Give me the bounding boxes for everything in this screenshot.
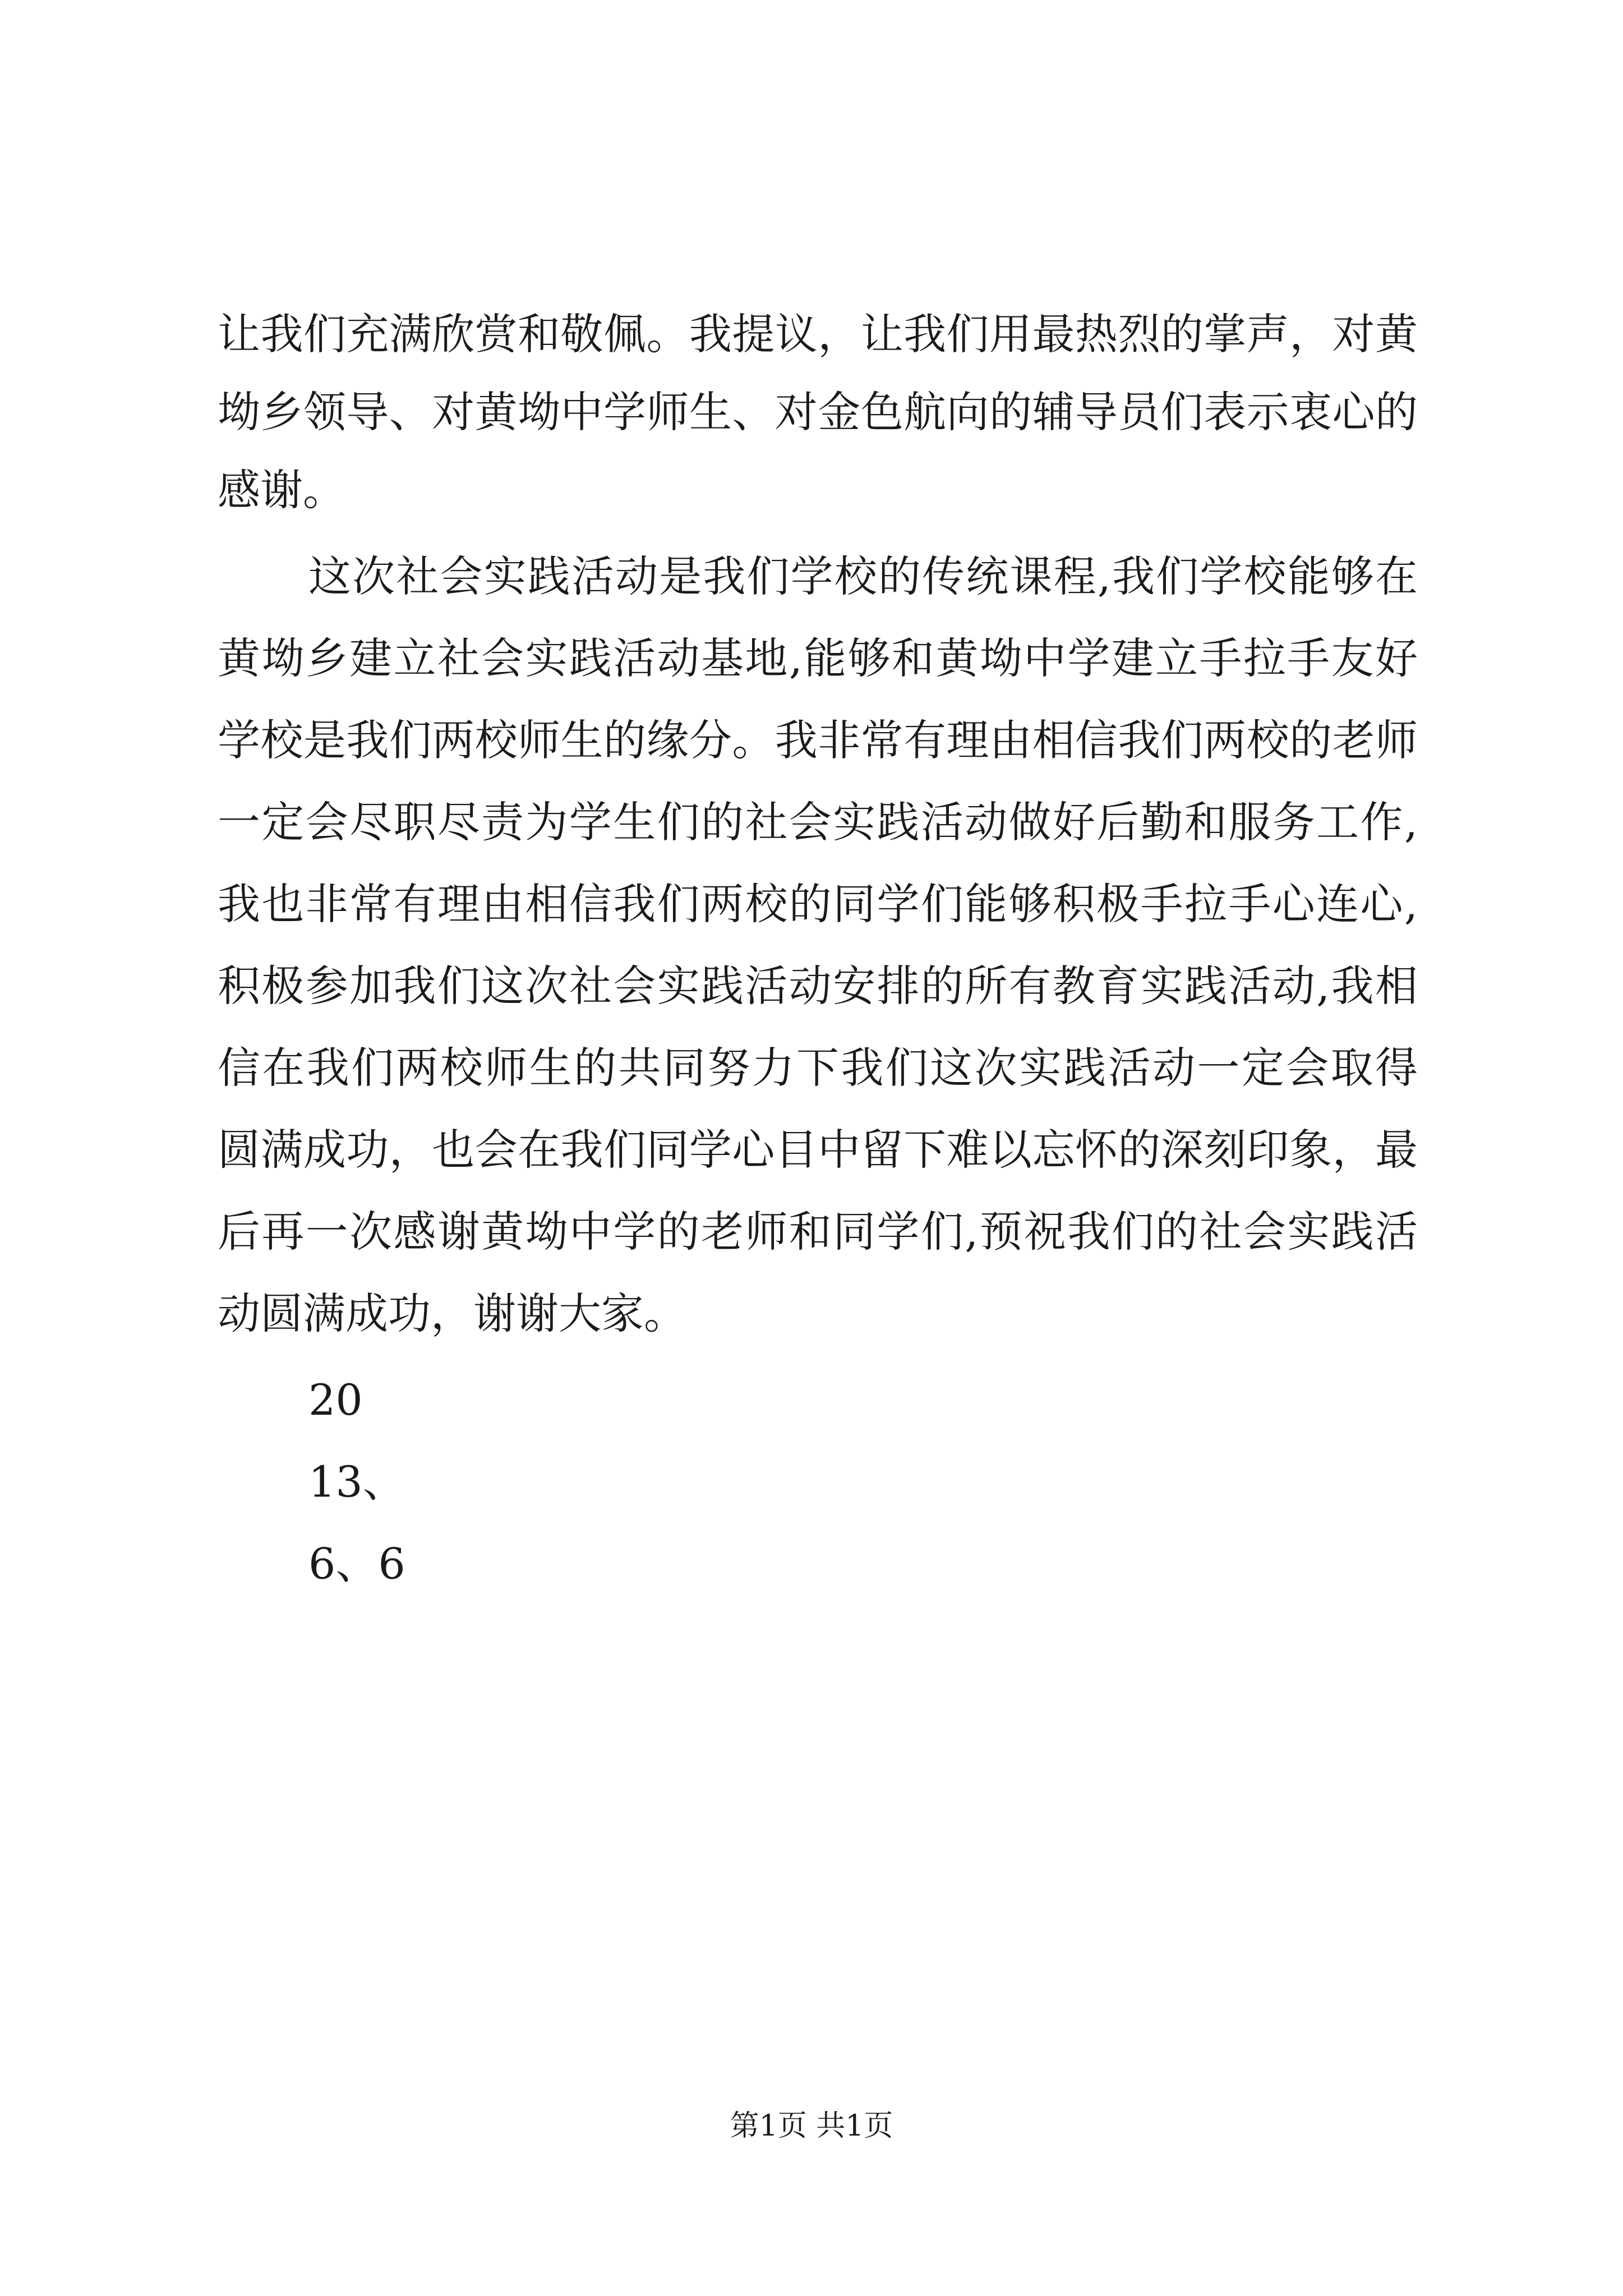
date-line-2: 13、 xyxy=(308,1457,405,1507)
body-line-5: 黄坳乡建立社会实践活动基地,能够和黄坳中学建立手拉手友好 xyxy=(218,633,1418,683)
body-line-8: 我也非常有理由相信我们两校的同学们能够积极手拉手心连心, xyxy=(218,879,1418,929)
body-line-12: 后再一次感谢黄坳中学的老师和同学们,预祝我们的社会实践活 xyxy=(218,1207,1418,1257)
body-line-11: 圆满成功，也会在我们同学心目中留下难以忘怀的深刻印象，最 xyxy=(218,1125,1418,1175)
body-line-7: 一定会尽职尽责为学生们的社会实践活动做好后勤和服务工作, xyxy=(218,797,1418,847)
body-line-1: 让我们充满欣赏和敬佩。我提议，让我们用最热烈的掌声，对黄 xyxy=(218,309,1418,359)
date-line-1: 20 xyxy=(308,1375,363,1425)
page-number-footer: 第1页 共1页 xyxy=(730,2109,893,2143)
body-line-6: 学校是我们两校师生的缘分。我非常有理由相信我们两校的老师 xyxy=(218,715,1418,765)
body-line-2: 坳乡领导、对黄坳中学师生、对金色航向的辅导员们表示衷心的 xyxy=(218,387,1418,437)
body-line-10: 信在我们两校师生的共同努力下我们这次实践活动一定会取得 xyxy=(218,1043,1418,1093)
body-line-13: 动圆满成功，谢谢大家。 xyxy=(218,1289,686,1338)
date-line-3: 6、6 xyxy=(308,1539,405,1589)
body-line-4: 这次社会实践活动是我们学校的传统课程,我们学校能够在 xyxy=(308,551,1418,601)
body-line-9: 积极参加我们这次社会实践活动安排的所有教育实践活动,我相 xyxy=(218,961,1418,1011)
body-line-3: 感谢。 xyxy=(218,465,345,515)
